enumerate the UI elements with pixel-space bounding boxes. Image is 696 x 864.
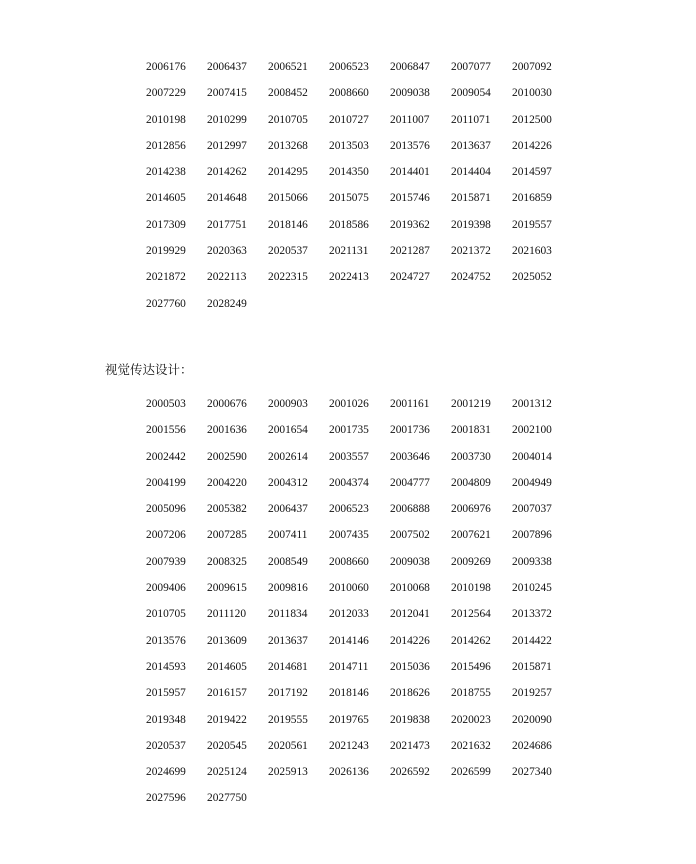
id-number: 2007621 xyxy=(451,529,491,542)
id-number: 2007415 xyxy=(207,87,247,100)
id-number: 2001831 xyxy=(451,424,491,437)
id-number: 2015746 xyxy=(390,192,430,205)
id-number: 2027750 xyxy=(207,792,247,805)
id-number: 2020023 xyxy=(451,713,491,726)
number-row xyxy=(146,791,586,817)
id-number: 2019555 xyxy=(268,713,308,726)
id-number: 2007502 xyxy=(390,529,430,542)
id-number: 2009615 xyxy=(207,582,247,595)
id-number: 2010068 xyxy=(390,582,430,595)
id-number: 2027760 xyxy=(146,297,186,310)
id-number-list-2 xyxy=(146,397,586,818)
id-number: 2013609 xyxy=(207,634,247,647)
id-number: 2026599 xyxy=(451,766,491,779)
id-number: 2014605 xyxy=(146,192,186,205)
id-number: 2010060 xyxy=(329,582,369,595)
id-number: 2011007 xyxy=(390,113,430,126)
id-number: 2025913 xyxy=(268,766,308,779)
section-heading-visual-communication-design: 视觉传达设计： xyxy=(105,362,193,377)
id-number: 2007077 xyxy=(451,61,491,73)
number-row xyxy=(146,397,586,423)
id-number: 2021603 xyxy=(512,245,552,258)
id-number: 2015957 xyxy=(146,687,186,700)
id-number: 2020537 xyxy=(146,739,186,752)
id-number: 2024752 xyxy=(451,271,491,284)
id-number: 2016859 xyxy=(512,192,552,205)
id-number: 2001735 xyxy=(329,424,369,437)
id-number: 2015036 xyxy=(390,660,430,673)
id-number: 2012997 xyxy=(207,139,247,152)
id-number: 2014681 xyxy=(268,660,308,673)
number-row xyxy=(146,686,586,712)
id-number: 2002590 xyxy=(207,450,247,463)
id-number: 2007435 xyxy=(329,529,369,542)
id-number: 2021473 xyxy=(390,739,430,752)
number-row xyxy=(146,450,586,476)
id-number: 2006847 xyxy=(390,61,430,73)
id-number: 2026136 xyxy=(329,766,369,779)
id-number: 2007896 xyxy=(512,529,552,542)
id-number: 2009406 xyxy=(146,582,186,595)
id-number: 2006523 xyxy=(329,503,369,516)
id-number: 2014350 xyxy=(329,166,369,179)
id-number: 2008452 xyxy=(268,87,308,100)
id-number: 2001654 xyxy=(268,424,308,437)
id-number: 2003557 xyxy=(329,450,369,463)
number-row xyxy=(146,297,586,323)
number-row xyxy=(146,502,586,528)
id-number: 2004312 xyxy=(268,476,308,489)
number-row xyxy=(146,555,586,581)
id-number: 2028249 xyxy=(207,297,247,310)
id-number: 2019348 xyxy=(146,713,186,726)
id-number: 2001312 xyxy=(512,398,552,410)
id-number: 2015871 xyxy=(451,192,491,205)
id-number: 2006437 xyxy=(268,503,308,516)
id-number: 2027596 xyxy=(146,792,186,805)
id-number: 2021131 xyxy=(329,245,369,258)
id-number: 2001219 xyxy=(451,398,491,410)
number-row xyxy=(146,476,586,502)
id-number: 2014648 xyxy=(207,192,247,205)
id-number: 2019765 xyxy=(329,713,369,726)
id-number: 2002100 xyxy=(512,424,552,437)
id-number: 2015075 xyxy=(329,192,369,205)
id-number: 2009054 xyxy=(451,87,491,100)
id-number: 2014146 xyxy=(329,634,369,647)
id-number: 2022413 xyxy=(329,271,369,284)
id-number: 2001026 xyxy=(329,398,369,410)
id-number: 2014295 xyxy=(268,166,308,179)
id-number: 2014593 xyxy=(146,660,186,673)
id-number: 2009269 xyxy=(451,555,491,568)
id-number: 2005382 xyxy=(207,503,247,516)
id-number: 2013637 xyxy=(451,139,491,152)
id-number: 2013268 xyxy=(268,139,308,152)
id-number: 2019362 xyxy=(390,218,430,231)
number-row xyxy=(146,713,586,739)
id-number: 2019929 xyxy=(146,245,186,258)
id-number: 2007229 xyxy=(146,87,186,100)
id-number: 2008325 xyxy=(207,555,247,568)
id-number: 2007037 xyxy=(512,503,552,516)
id-number: 2010245 xyxy=(512,582,552,595)
id-number: 2017309 xyxy=(146,218,186,231)
id-number: 2019398 xyxy=(451,218,491,231)
id-number: 2007939 xyxy=(146,555,186,568)
id-number: 2013576 xyxy=(390,139,430,152)
id-number: 2020561 xyxy=(268,739,308,752)
id-number: 2021372 xyxy=(451,245,491,258)
id-number: 2014422 xyxy=(512,634,552,647)
id-number: 2013576 xyxy=(146,634,186,647)
id-number: 2017751 xyxy=(207,218,247,231)
id-number: 2000903 xyxy=(268,398,308,410)
id-number: 2007092 xyxy=(512,61,552,73)
id-number: 2014226 xyxy=(512,139,552,152)
id-number: 2014401 xyxy=(390,166,430,179)
id-number: 2013503 xyxy=(329,139,369,152)
id-number: 2006521 xyxy=(268,61,308,73)
number-row xyxy=(146,634,586,660)
number-row xyxy=(146,660,586,686)
id-number: 2010299 xyxy=(207,113,247,126)
id-number: 2022315 xyxy=(268,271,308,284)
number-row xyxy=(146,218,586,244)
id-number: 2011834 xyxy=(268,608,308,621)
id-number: 2003730 xyxy=(451,450,491,463)
id-number: 2004199 xyxy=(146,476,186,489)
number-row xyxy=(146,244,586,270)
id-number: 2015871 xyxy=(512,660,552,673)
id-number: 2020363 xyxy=(207,245,247,258)
id-number: 2024686 xyxy=(512,739,552,752)
id-number: 2002442 xyxy=(146,450,186,463)
id-number-list-1 xyxy=(146,60,586,323)
id-number: 2001636 xyxy=(207,424,247,437)
id-number: 2014404 xyxy=(451,166,491,179)
id-number: 2021632 xyxy=(451,739,491,752)
number-row xyxy=(146,191,586,217)
id-number: 2019422 xyxy=(207,713,247,726)
id-number: 2004220 xyxy=(207,476,247,489)
id-number: 2012564 xyxy=(451,608,491,621)
id-number: 2021243 xyxy=(329,739,369,752)
number-row xyxy=(146,607,586,633)
id-number: 2025052 xyxy=(512,271,552,284)
id-number: 2008660 xyxy=(329,87,369,100)
id-number: 2024727 xyxy=(390,271,430,284)
number-row xyxy=(146,86,586,112)
id-number: 2014262 xyxy=(451,634,491,647)
id-number: 2004014 xyxy=(512,450,552,463)
id-number: 2019838 xyxy=(390,713,430,726)
id-number: 2011071 xyxy=(451,113,491,126)
id-number: 2020537 xyxy=(268,245,308,258)
number-row xyxy=(146,270,586,296)
id-number: 2017192 xyxy=(268,687,308,700)
number-row xyxy=(146,60,586,86)
id-number: 2003646 xyxy=(390,450,430,463)
id-number: 2025124 xyxy=(207,766,247,779)
id-number: 2009038 xyxy=(390,555,430,568)
id-number: 2007411 xyxy=(268,529,308,542)
id-number: 2018146 xyxy=(268,218,308,231)
id-number: 2019257 xyxy=(512,687,552,700)
id-number: 2024699 xyxy=(146,766,186,779)
id-number: 2000503 xyxy=(146,398,186,410)
id-number: 2008549 xyxy=(268,555,308,568)
number-row xyxy=(146,765,586,791)
id-number: 2010705 xyxy=(268,113,308,126)
id-number: 2016157 xyxy=(207,687,247,700)
id-number: 2018146 xyxy=(329,687,369,700)
id-number: 2019557 xyxy=(512,218,552,231)
id-number: 2002614 xyxy=(268,450,308,463)
id-number: 2007206 xyxy=(146,529,186,542)
id-number: 2026592 xyxy=(390,766,430,779)
id-number: 2004809 xyxy=(451,476,491,489)
id-number: 2004949 xyxy=(512,476,552,489)
id-number: 2014597 xyxy=(512,166,552,179)
number-row xyxy=(146,423,586,449)
id-number: 2004777 xyxy=(390,476,430,489)
id-number: 2004374 xyxy=(329,476,369,489)
id-number: 2009038 xyxy=(390,87,430,100)
id-number: 2018626 xyxy=(390,687,430,700)
number-row xyxy=(146,139,586,165)
id-number: 2010727 xyxy=(329,113,369,126)
id-number: 2013372 xyxy=(512,608,552,621)
id-number: 2001556 xyxy=(146,424,186,437)
id-number: 2014711 xyxy=(329,660,369,673)
id-number: 2008660 xyxy=(329,555,369,568)
id-number: 2012033 xyxy=(329,608,369,621)
id-number: 2006437 xyxy=(207,61,247,73)
id-number: 2018586 xyxy=(329,218,369,231)
id-number: 2014605 xyxy=(207,660,247,673)
id-number: 2009338 xyxy=(512,555,552,568)
id-number: 2018755 xyxy=(451,687,491,700)
id-number: 2020545 xyxy=(207,739,247,752)
id-number: 2006523 xyxy=(329,61,369,73)
id-number: 2010705 xyxy=(146,608,186,621)
id-number: 2013637 xyxy=(268,634,308,647)
id-number: 2006176 xyxy=(146,61,186,73)
id-number: 2010198 xyxy=(451,582,491,595)
id-number: 2021872 xyxy=(146,271,186,284)
id-number: 2009816 xyxy=(268,582,308,595)
id-number: 2014262 xyxy=(207,166,247,179)
number-row xyxy=(146,528,586,554)
id-number: 2027340 xyxy=(512,766,552,779)
id-number: 2001736 xyxy=(390,424,430,437)
number-row xyxy=(146,165,586,191)
number-row xyxy=(146,113,586,139)
id-number: 2000676 xyxy=(207,398,247,410)
id-number: 2012500 xyxy=(512,113,552,126)
id-number: 2020090 xyxy=(512,713,552,726)
id-number: 2010198 xyxy=(146,113,186,126)
number-row xyxy=(146,581,586,607)
id-number: 2022113 xyxy=(207,271,247,284)
id-number: 2021287 xyxy=(390,245,430,258)
id-number: 2006976 xyxy=(451,503,491,516)
id-number: 2005096 xyxy=(146,503,186,516)
id-number: 2015496 xyxy=(451,660,491,673)
id-number: 2014226 xyxy=(390,634,430,647)
id-number: 2015066 xyxy=(268,192,308,205)
id-number: 2007285 xyxy=(207,529,247,542)
id-number: 2012856 xyxy=(146,139,186,152)
id-number: 2011120 xyxy=(207,608,247,621)
id-number: 2014238 xyxy=(146,166,186,179)
id-number: 2001161 xyxy=(390,398,430,410)
id-number: 2010030 xyxy=(512,87,552,100)
id-number: 2012041 xyxy=(390,608,430,621)
id-number: 2006888 xyxy=(390,503,430,516)
number-row xyxy=(146,739,586,765)
